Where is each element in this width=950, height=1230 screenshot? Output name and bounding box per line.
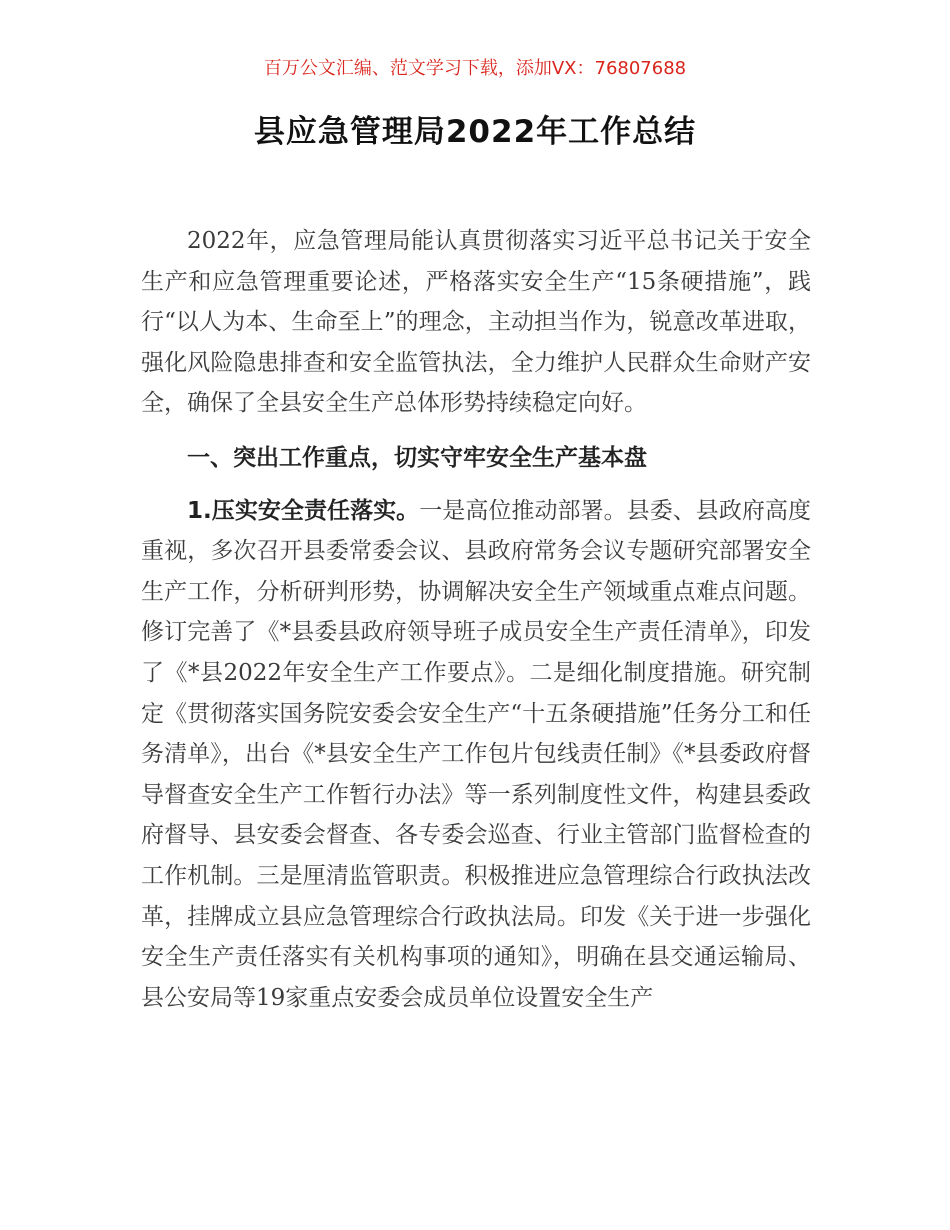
document-title: 县应急管理局2022年工作总结 xyxy=(253,114,697,150)
intro-paragraph: 2022年，应急管理局能认真贯彻落实习近平总书记关于安全生产和应急管理重要论述，严格落实安全生产“15条硬措施”，践行“以人为本、生命至上”的理念，主动担当作为，锐意改革进取，强化风险隐患排查和安全监管执法，全力维护人民群众生命财产安全，确保了全县安全生产总体形势持续稳定向好。 xyxy=(141,228,811,417)
document-body xyxy=(141,221,811,1018)
section-1-heading: 一、突出工作重点，切实守牢安全生产基本盘 xyxy=(187,444,647,471)
watermark-header-note: 百万公文汇编、范文学习下载，添加VX：76807688 xyxy=(263,58,687,79)
section-1-item-1-lead: 1.压实安全责任落实。 xyxy=(187,497,420,524)
section-1-item-1-paragraph xyxy=(141,491,811,1019)
section-1-item-1-text: 一是高位推动部署。县委、县政府高度重视，多次召开县委常委会议、县政府常务会议专题研究部署安全生产工作，分析研判形势，协调解决安全生产领域重点难点问题。修订完善了《*县委县政府领导班子成员安全生产责任清单》，印发了《*县2022年安全生产工作要点》。二是细化制度措施。研究制定《贯彻落实国务院安委会安全生产“十五条硬措施”任务分工和任务清单》，出台《*县安全生产工作包片包线责任制》《*县委政府督导督查安全生产工作暂行办法》等一系列制度性文件，构建县委政府督导、县安委会督查、各专委会巡查、行业主管部门监督检查的工作机制。三是厘清监管职责。积极推进应急管理综合行政执法改革，挂牌成立县应急管理综合行政执法局。印发《关于进一步强化安全生产责任落实有关机构事项的通知》，明确在县交通运输局、县公安局等19家重点安委会成员单位设置安全生产 xyxy=(141,497,812,1011)
